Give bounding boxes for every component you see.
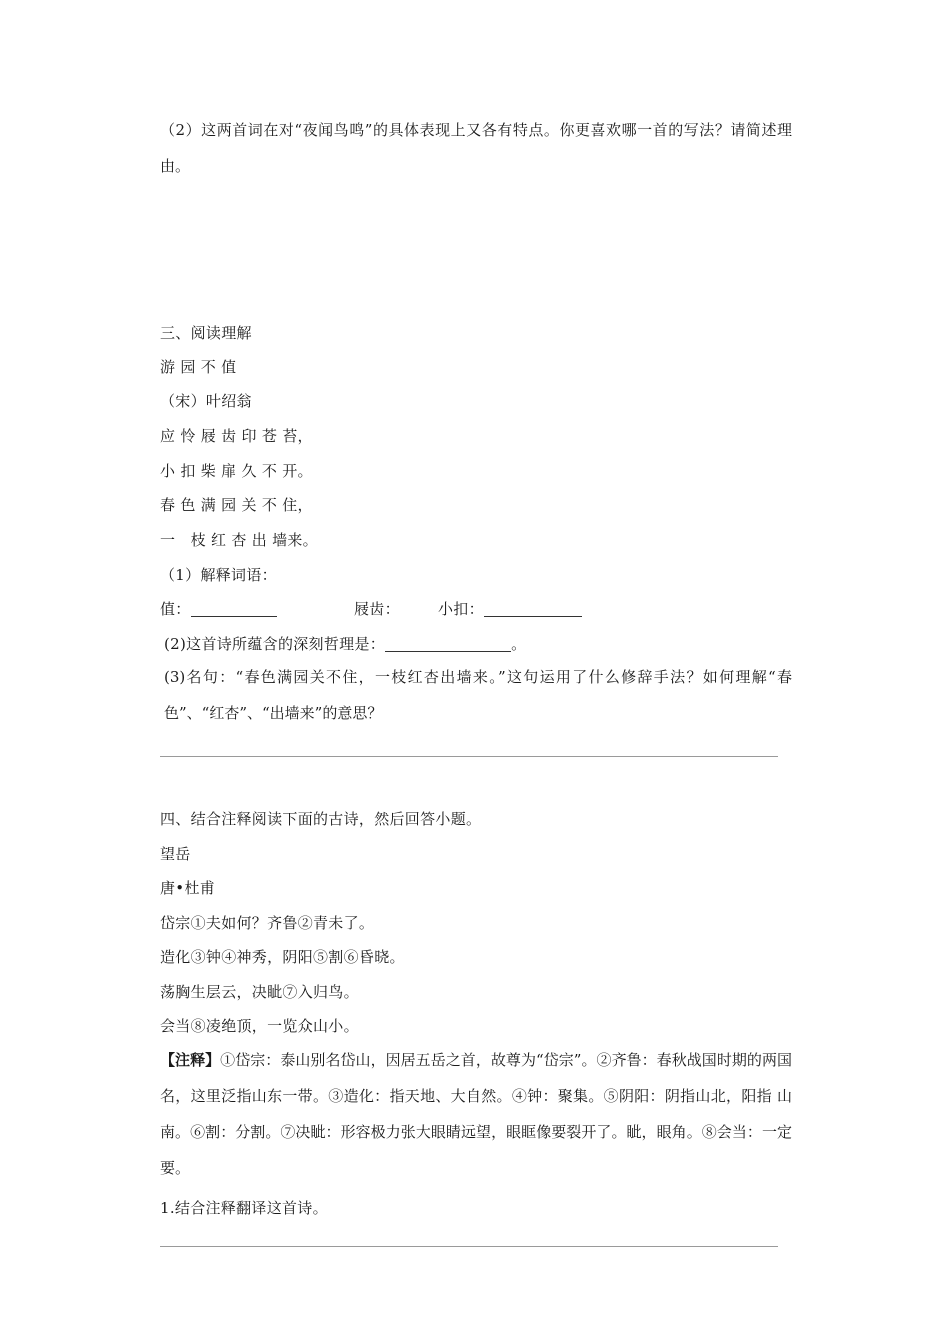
- vocab-xiaokou-blank[interactable]: [484, 600, 582, 617]
- poem-line: 岱宗①夫如何？齐鲁②青未了。: [160, 914, 375, 932]
- vocab-row: [160, 599, 277, 619]
- vocab-zhi-blank[interactable]: [191, 600, 277, 617]
- annotation-block: [160, 1042, 792, 1186]
- poem-title: 游 园 不 值: [160, 358, 237, 376]
- question-1-translate: 1.结合注释翻译这首诗。: [160, 1199, 328, 1217]
- answer-line[interactable]: [160, 1246, 778, 1247]
- poem-title: 望岳: [160, 845, 191, 863]
- poem-author: （宋）叶绍翁: [160, 392, 252, 410]
- question-2-text: （2）这两首词在对“夜闻鸟鸣”的具体表现上又各有特点。你更喜欢哪一首的写法？请简述理由。: [160, 121, 792, 175]
- poem-line: 应 怜 屐 齿 印 苍 苔，: [160, 427, 313, 445]
- section-4-heading: 四、结合注释阅读下面的古诗，然后回答小题。: [160, 810, 482, 828]
- question-2-end: 。: [511, 635, 527, 653]
- annotation-text: ①岱宗：泰山别名岱山，因居五岳之首，故尊为“岱宗”。②齐鲁：春秋战国时期的两国名，这里泛指山东一带。③造化：指天地、大自然。④钟：聚集。⑤阴阳：阴指山北，阳指 山南。⑥割：分割。⑦决眦：形容极力张大眼睛远望，眼眶像要裂开了。眦，眼角。⑧会当：一定要。: [160, 1051, 792, 1177]
- question-2-label: (2)这首诗所蕴含的深刻哲理是：: [164, 635, 386, 653]
- vocab-zhi-label: 值：: [160, 600, 191, 618]
- poem-line: 荡胸生层云，决眦⑦入归鸟。: [160, 983, 359, 1001]
- poem-author: 唐•杜甫: [160, 879, 216, 897]
- poem-line: 一 枝 红 杏 出 墙来。: [160, 531, 318, 549]
- poem-line: 春 色 满 园 关 不 住，: [160, 496, 313, 514]
- question-2-philosophy: [164, 634, 526, 654]
- poem-line: 造化③钟④神秀，阴阳⑤割⑥昏晓。: [160, 948, 405, 966]
- poem-line: 会当⑧凌绝顶，一览众山小。: [160, 1017, 359, 1035]
- vocab-xiaokou: [438, 599, 582, 619]
- poem-line: 小 扣 柴 扉 久 不 开。: [160, 462, 313, 480]
- annotation-label: 【注释】: [160, 1051, 221, 1069]
- question-1-label: （1）解释词语：: [160, 566, 277, 584]
- section-3-heading: 三、阅读理解: [160, 324, 252, 342]
- answer-line[interactable]: [160, 756, 778, 757]
- vocab-xiaokou-label: 小扣：: [438, 600, 484, 618]
- vocab-jichi-label: 屐齿：: [354, 600, 400, 618]
- philosophy-blank[interactable]: [385, 635, 511, 652]
- question-3-text: (3)名句：“春色满园关不住，一枝红杏出墙来。”这句运用了什么修辞手法？如何理解“春色”、“红杏”、“出墙来”的意思？: [164, 668, 792, 722]
